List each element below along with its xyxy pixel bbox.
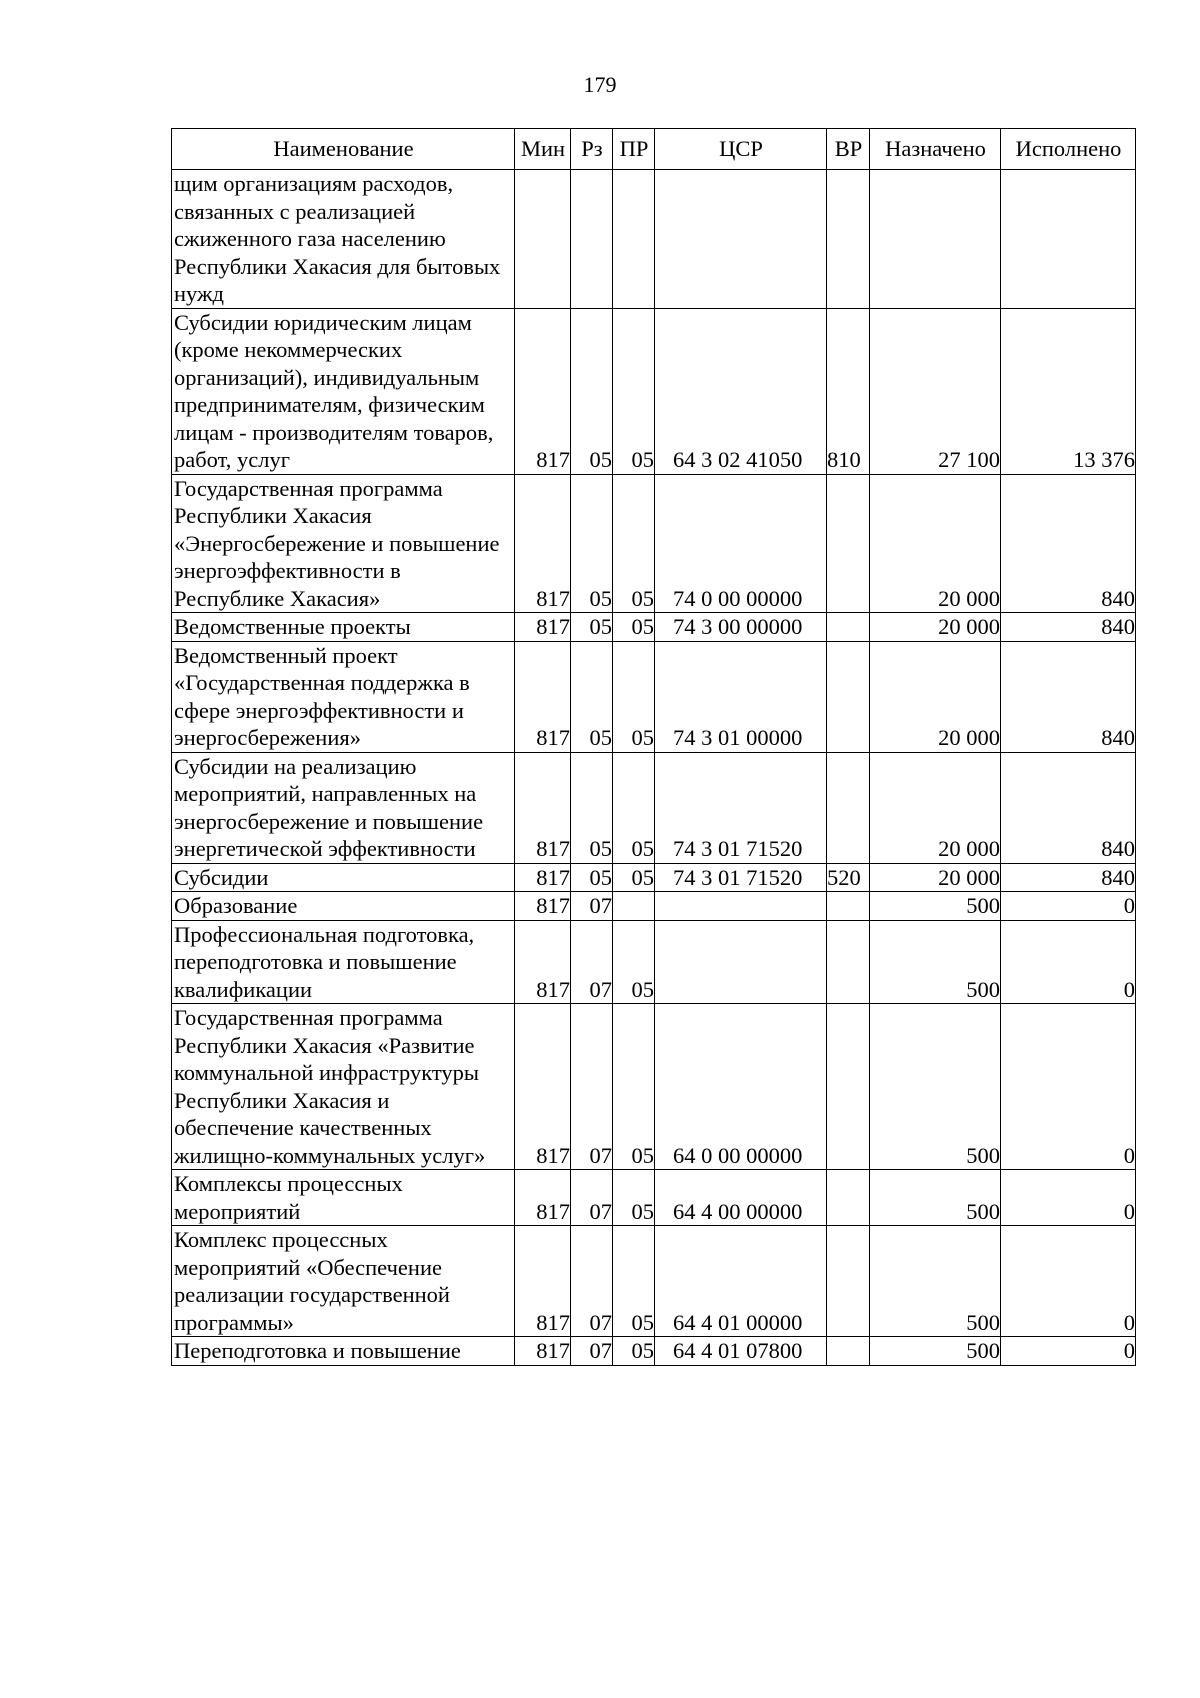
cell-min: 817 [515,641,571,752]
cell-executed: 840 [1001,613,1136,642]
cell-name: Ведомственные проекты [172,613,515,642]
table-row [172,1226,1136,1337]
cell-csr: 64 4 01 07800 [655,1337,827,1366]
cell-rz: 07 [571,920,613,1004]
cell-csr: 64 4 00 00000 [655,1170,827,1226]
cell-name: Комплекс процессных мероприятий «Обеспечение реализации государственной программы» [172,1226,515,1337]
cell-vr [827,474,870,613]
cell-csr: 64 4 01 00000 [655,1226,827,1337]
cell-executed: 0 [1001,892,1136,921]
cell-name: Ведомственный проект «Государственная поддержка в сфере энергоэффективности и энергосбережения» [172,641,515,752]
cell-name: Государственная программа Республики Хакасия «Развитие коммунальной инфраструктуры Республики Хакасия и обеспечение качественных жилищно-коммунальных услуг» [172,1004,515,1170]
header-name: Наименование [172,129,515,170]
table-row [172,641,1136,752]
cell-vr [827,752,870,863]
budget-table [171,128,1136,1366]
cell-rz: 07 [571,1004,613,1170]
cell-executed: 840 [1001,752,1136,863]
cell-vr [827,641,870,752]
cell-min: 817 [515,474,571,613]
cell-name: Переподготовка и повышение [172,1337,515,1366]
cell-rz: 05 [571,613,613,642]
cell-pr: 05 [613,920,655,1004]
cell-pr: 05 [613,1004,655,1170]
header-vr: ВР [827,129,870,170]
cell-rz: 05 [571,863,613,892]
cell-name: Субсидии на реализацию мероприятий, направленных на энергосбережение и повышение энергетической эффективности [172,752,515,863]
cell-csr: 64 3 02 41050 [655,308,827,474]
cell-csr [655,920,827,1004]
cell-rz: 05 [571,474,613,613]
cell-csr: 74 3 01 71520 [655,752,827,863]
cell-vr [827,1226,870,1337]
cell-min: 817 [515,308,571,474]
cell-assigned: 20 000 [870,474,1001,613]
cell-rz: 07 [571,892,613,921]
cell-vr [827,920,870,1004]
cell-assigned: 500 [870,892,1001,921]
cell-rz [571,170,613,309]
cell-assigned: 20 000 [870,863,1001,892]
cell-rz: 05 [571,308,613,474]
cell-min: 817 [515,1337,571,1366]
table-header-row [172,129,1136,170]
cell-assigned: 500 [870,1004,1001,1170]
cell-pr: 05 [613,1226,655,1337]
cell-csr: 74 3 01 00000 [655,641,827,752]
cell-pr: 05 [613,474,655,613]
cell-executed: 0 [1001,1337,1136,1366]
header-min: Мин [515,129,571,170]
cell-pr: 05 [613,308,655,474]
cell-min: 817 [515,1226,571,1337]
cell-assigned: 20 000 [870,752,1001,863]
cell-csr: 74 3 00 00000 [655,613,827,642]
cell-executed: 13 376 [1001,308,1136,474]
cell-pr [613,892,655,921]
cell-min: 817 [515,920,571,1004]
cell-executed: 840 [1001,641,1136,752]
cell-vr [827,1337,870,1366]
cell-vr [827,170,870,309]
header-executed: Исполнено [1001,129,1136,170]
cell-pr [613,170,655,309]
header-rz: Рз [571,129,613,170]
cell-assigned: 500 [870,1170,1001,1226]
cell-csr [655,892,827,921]
cell-rz: 07 [571,1337,613,1366]
cell-assigned: 500 [870,920,1001,1004]
table-row [172,170,1136,309]
cell-pr: 05 [613,641,655,752]
cell-assigned: 500 [870,1337,1001,1366]
table-row [172,920,1136,1004]
cell-pr: 05 [613,1170,655,1226]
table-row [172,892,1136,921]
cell-vr [827,1170,870,1226]
cell-min: 817 [515,1004,571,1170]
table-row [172,1337,1136,1366]
cell-vr: 810 [827,308,870,474]
cell-rz: 07 [571,1226,613,1337]
cell-name: Государственная программа Республики Хакасия «Энергосбережение и повышение энергоэффективности в Республике Хакасия» [172,474,515,613]
cell-csr: 64 0 00 00000 [655,1004,827,1170]
cell-min: 817 [515,1170,571,1226]
cell-min: 817 [515,613,571,642]
table-row [172,1004,1136,1170]
cell-name: Субсидии юридическим лицам (кроме некоммерческих организаций), индивидуальным предпринимателям, физическим лицам - производителям товаров, работ, услуг [172,308,515,474]
cell-rz: 07 [571,1170,613,1226]
cell-assigned [870,170,1001,309]
cell-pr: 05 [613,613,655,642]
cell-pr: 05 [613,863,655,892]
table-row [172,1170,1136,1226]
cell-min: 817 [515,752,571,863]
cell-executed: 0 [1001,920,1136,1004]
cell-executed [1001,170,1136,309]
cell-vr [827,892,870,921]
cell-csr: 74 0 00 00000 [655,474,827,613]
cell-vr [827,1004,870,1170]
cell-executed: 0 [1001,1170,1136,1226]
header-pr: ПР [613,129,655,170]
cell-executed: 0 [1001,1004,1136,1170]
cell-assigned: 500 [870,1226,1001,1337]
cell-name: Комплексы процессных мероприятий [172,1170,515,1226]
cell-executed: 0 [1001,1226,1136,1337]
cell-csr: 74 3 01 71520 [655,863,827,892]
cell-name: Образование [172,892,515,921]
cell-executed: 840 [1001,474,1136,613]
cell-rz: 05 [571,641,613,752]
cell-assigned: 20 000 [870,641,1001,752]
cell-vr [827,613,870,642]
cell-min [515,170,571,309]
header-assigned: Назначено [870,129,1001,170]
table-row [172,752,1136,863]
cell-pr: 05 [613,1337,655,1366]
cell-pr: 05 [613,752,655,863]
cell-executed: 840 [1001,863,1136,892]
cell-csr [655,170,827,309]
cell-name: Профессиональная подготовка, переподготовка и повышение квалификации [172,920,515,1004]
cell-min: 817 [515,863,571,892]
table-row [172,308,1136,474]
cell-assigned: 27 100 [870,308,1001,474]
page-number: 179 [583,72,617,97]
table-row [172,863,1136,892]
table-row [172,613,1136,642]
header-csr: ЦСР [655,129,827,170]
cell-rz: 05 [571,752,613,863]
cell-assigned: 20 000 [870,613,1001,642]
cell-name: щим организациям расходов, связанных с реализацией сжиженного газа населению Республики Хакасия для бытовых нужд [172,170,515,309]
cell-vr: 520 [827,863,870,892]
table-row [172,474,1136,613]
cell-name: Субсидии [172,863,515,892]
cell-min: 817 [515,892,571,921]
